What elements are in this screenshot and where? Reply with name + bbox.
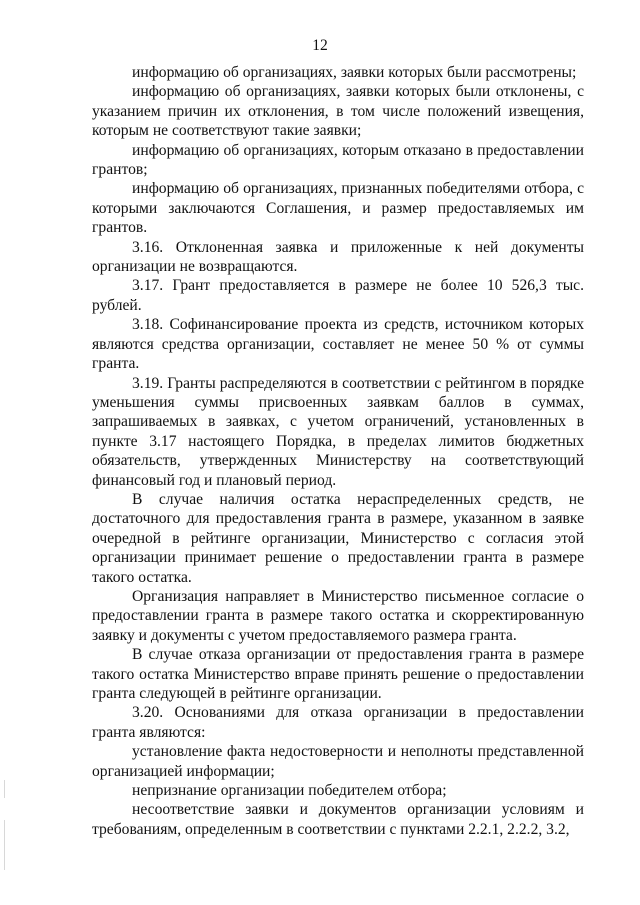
paragraph-rejected-applications: информацию об организациях, заявки которых были отклонены, с указанием причин их отклонения, в том числе положений извещения, которым не соответствуют такие заявки; — [92, 83, 584, 140]
paragraph-3-18: 3.18. Софинансирование проекта из средств, источником которых являются средства организации, составляет не менее 50 % от суммы гранта. — [92, 316, 584, 373]
paragraph-not-winner: непризнание организации победителем отбора; — [132, 782, 447, 800]
paragraph-considered-applications: информацию об организациях, заявки которых были рассмотрены; — [132, 64, 577, 81]
paragraph-3-20: 3.20. Основаниями для отказа организации в предоставлении гранта являются: — [92, 704, 584, 741]
paragraph-non-compliance: несоответствие заявки и документов организации условиям и требованиям, определенным в соответствии с пунктами 2.2.1, 2.2.2, 3.2, — [92, 801, 584, 838]
paragraph-written-consent: Организация направляет в Министерство письменное согласие о предоставлении гранта в размере такого остатка и скорректированную заявку и документы с учетом предоставляемого размера гранта. — [92, 587, 584, 644]
page-number: 12 — [312, 37, 328, 54]
scan-edge-mark — [4, 780, 5, 798]
paragraph-refused-grants: информацию об организациях, которым отказано в предоставлении грантов; — [92, 141, 584, 179]
paragraph-winners: информацию об организациях, признанных победителями отбора, с которыми заключаются Соглашения, и размер предоставляемых им грантов. — [92, 180, 584, 237]
scan-edge-mark — [4, 820, 5, 870]
paragraph-unreliable-information: установление факта недостоверности и неполноты представленной организацией информации; — [92, 743, 584, 780]
paragraph-3-16: 3.16. Отклоненная заявка и приложенные к ней документы организации не возвращаются. — [92, 238, 584, 276]
paragraph-3-17: 3.17. Грант предоставляется в размере не более 10 526,3 тыс. рублей. — [92, 277, 584, 314]
document-body — [92, 63, 584, 839]
paragraph-3-19: 3.19. Гранты распределяются в соответствии с рейтингом в порядке уменьшения суммы присвоенных заявкам баллов в суммах, запрашиваемых в заявках, с учетом ограничений, установленных в пункте 3.17 настоящего Порядка, в пределах лимитов бюджетных обязательств, утвержденных Министерству на соответствующий финансовый год и плановый период. — [92, 374, 584, 489]
paragraph-refusal-next-organization: В случае отказа организации от предоставления гранта в размере такого остатка Министерство вправе принять решение о предоставлении гранта следующей в рейтинге организации. — [92, 646, 584, 702]
paragraph-remaining-funds: В случае наличия остатка нераспределенных средств, не достаточного для предоставления гранта в размере, указанном в заявке очередной в рейтинге организации, Министерство с согласия этой организации принимает решение о предоставлении гранта в размере такого остатка. — [92, 490, 584, 586]
